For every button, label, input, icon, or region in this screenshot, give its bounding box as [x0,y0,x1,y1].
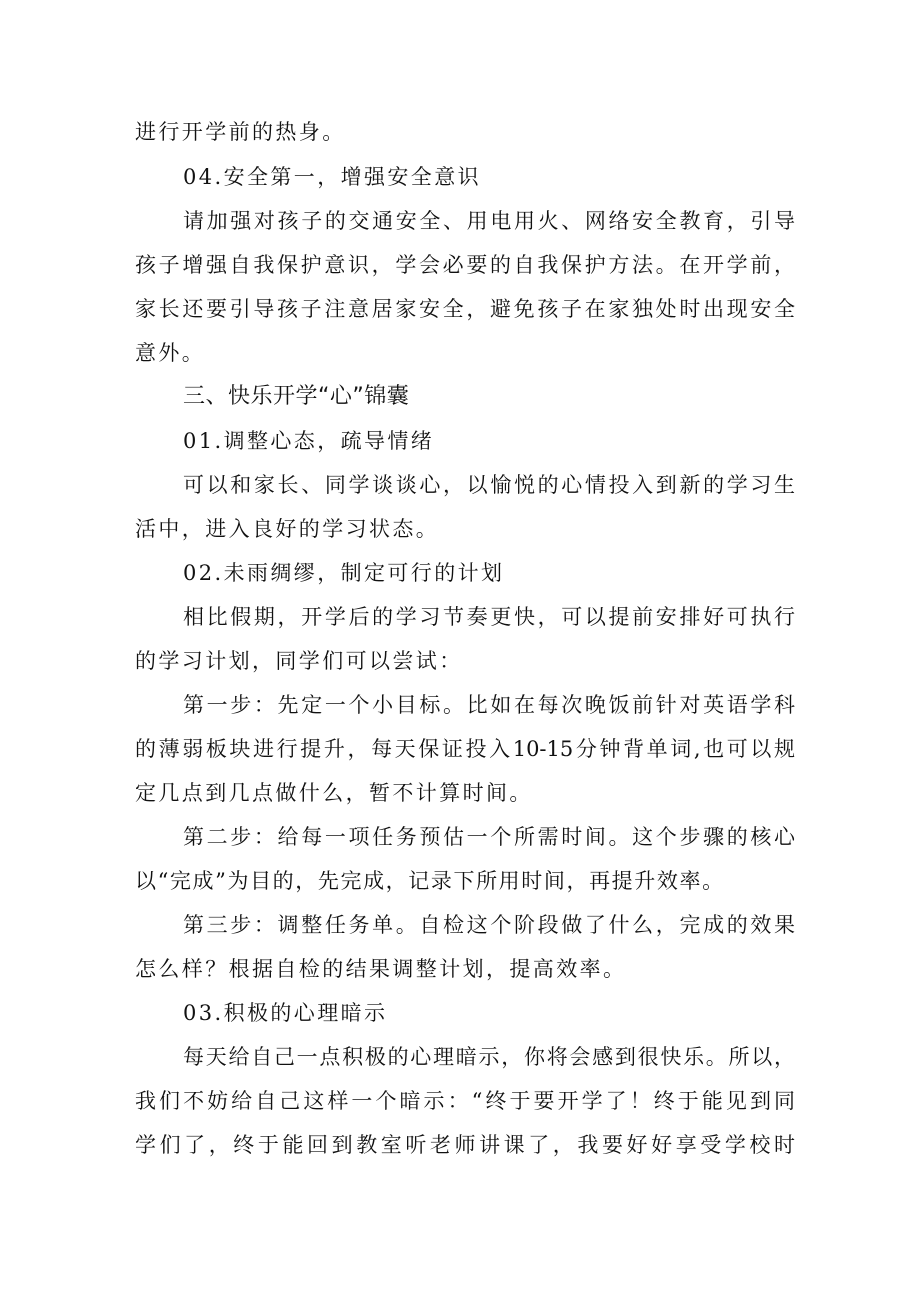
paragraph-line: 以“完成”为目的，先完成，记录下所用时间，再提升效率。 [135,869,725,893]
paragraph-line: 可以和家长、同学谈谈心，以愉悦的心情投入到新的学习生 [183,473,795,497]
subheading-02: 02.未雨绸缪，制定可行的计划 [183,561,505,585]
subheading-01: 01.调整心态，疏导情绪 [183,429,435,453]
paragraph-line: 怎么样？根据自检的结果调整计划，提高效率。 [135,957,627,981]
section-heading: 三、快乐开学“心”锦囊 [183,384,410,409]
paragraph-line: 每天给自己一点积极的心理暗示，你将会感到很快乐。所以， [183,1045,795,1069]
paragraph-line: 意外。 [135,341,206,365]
paragraph-line: 活中，进入良好的学习状态。 [135,517,440,541]
paragraph-line: 第三步：调整任务单。自检这个阶段做了什么，完成的效果 [183,913,795,937]
subheading-04: 04.安全第一，增强安全意识 [183,165,481,189]
paragraph-line: 家长还要引导孩子注意居家安全，避免孩子在家独处时出现安全 [135,297,795,321]
paragraph-line: 进行开学前的热身。 [135,120,346,144]
paragraph-line: 定几点到几点做什么，暂不计算时间。 [135,781,533,805]
paragraph-line: 请加强对孩子的交通安全、用电用火、网络安全教育，引导 [183,209,795,233]
paragraph-line: 学们了，终于能回到教室听老师讲课了，我要好好享受学校时 [135,1133,795,1157]
paragraph-line: 我们不妨给自己这样一个暗示：“终于要开学了！终于能见到同 [135,1089,795,1113]
paragraph-line: 孩子增强自我保护意识，学会必要的自我保护方法。在开学前， [135,253,795,277]
subheading-03: 03.积极的心理暗示 [183,1001,388,1025]
paragraph-line: 第一步：先定一个小目标。比如在每次晚饭前针对英语学科 [183,693,795,717]
paragraph-line: 的薄弱板块进行提升，每天保证投入10-15分钟背单词,也可以规 [135,737,795,761]
paragraph-line: 的学习计划，同学们可以尝试： [135,649,463,673]
paragraph-line: 相比假期，开学后的学习节奏更快，可以提前安排好可执行 [183,605,795,629]
paragraph-line: 第二步：给每一项任务预估一个所需时间。这个步骤的核心 [183,825,795,849]
